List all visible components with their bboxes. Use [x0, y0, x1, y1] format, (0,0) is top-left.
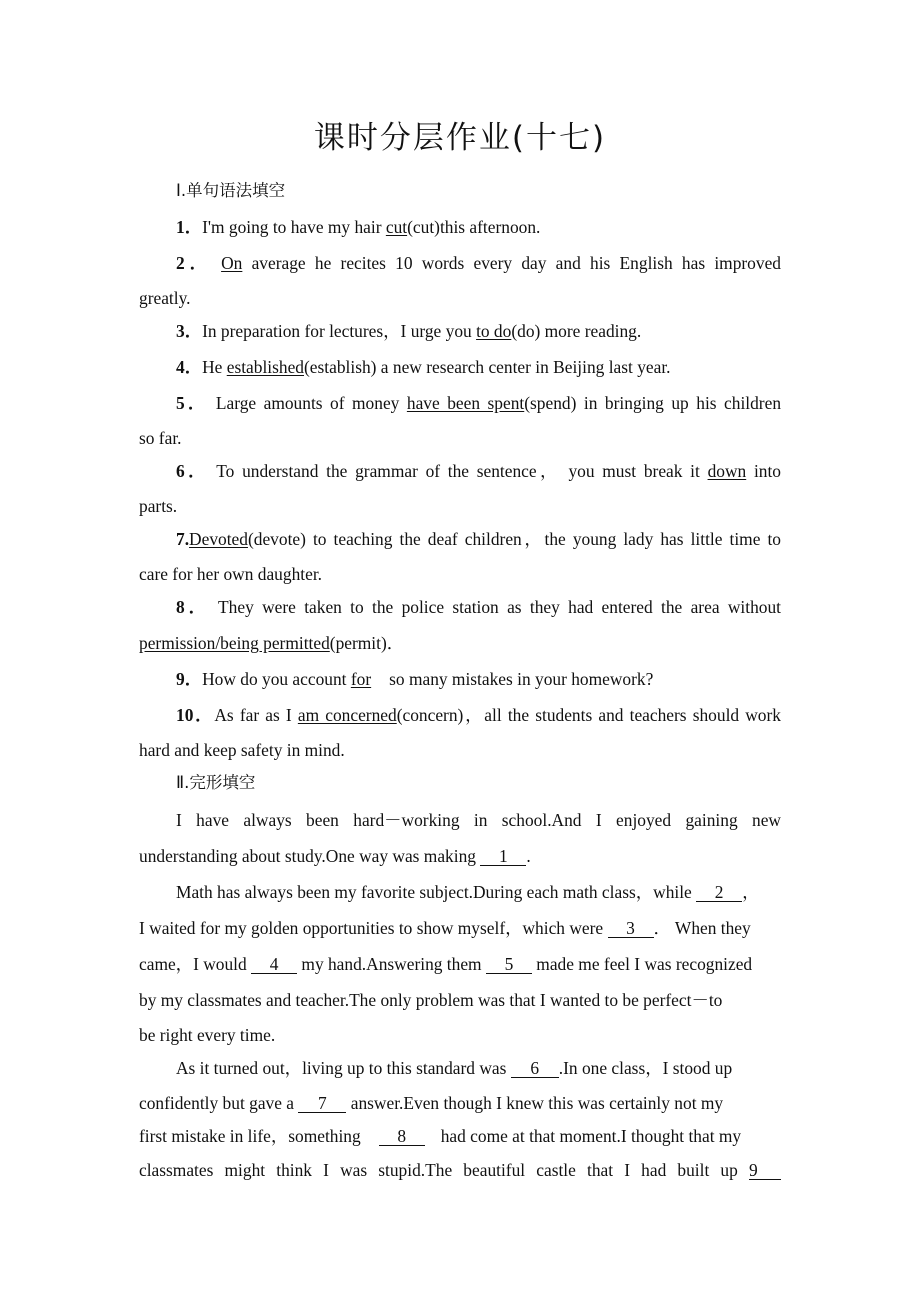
- passage-text: .In one class，I stood up: [558, 1058, 733, 1078]
- passage-line: [139, 1058, 781, 1078]
- blank-3[interactable]: 3: [608, 920, 654, 938]
- question-10: [139, 705, 781, 725]
- passage-text: Math has always been my favorite subject.During each math class，while: [176, 882, 692, 902]
- question-4: [139, 357, 781, 377]
- answer: permission/being permitted: [139, 633, 330, 653]
- blank-1[interactable]: 1: [480, 848, 526, 866]
- question-text: average he recites 10 words every day and his English has improved: [242, 253, 781, 273]
- question-number: 5．: [176, 393, 209, 413]
- question-number: 9．: [176, 669, 203, 689]
- answer: for: [350, 669, 372, 689]
- passage-text: understanding about study.One way was making: [139, 846, 476, 866]
- question-7-cont: care for her own daughter.: [139, 564, 323, 584]
- passage-text: stupid.The beautiful castle that I had built up: [378, 1160, 738, 1180]
- passage-text: classmates might think I was: [139, 1160, 368, 1180]
- blank-7[interactable]: 7: [298, 1095, 346, 1113]
- passage-line: [139, 954, 781, 974]
- passage-line: [139, 1093, 781, 1113]
- passage-text: came，I would: [139, 954, 247, 974]
- question-number: 4．: [176, 357, 203, 377]
- question-text: How do you account: [202, 669, 351, 689]
- question-7: [139, 529, 781, 549]
- question-1: [139, 217, 781, 237]
- question-number: 10．: [176, 705, 215, 725]
- question-text: (devote) to teaching the deaf children，the young lady has little time to: [247, 529, 781, 549]
- question-6: [139, 461, 781, 481]
- question-text: In preparation for lectures，I urge you: [202, 321, 477, 341]
- question-number: 2．: [176, 253, 212, 273]
- question-6-cont: parts.: [139, 496, 178, 516]
- passage-line: [139, 1160, 781, 1180]
- question-text: (do) more reading.: [511, 321, 642, 341]
- passage-text: confidently but gave a: [139, 1093, 295, 1113]
- passage-line: Math has always been my favorite subject.During each math class，while 2 ，: [176, 882, 760, 902]
- passage-text: my hand.Answering them: [301, 954, 482, 974]
- passage-line: I waited for my golden opportunities to show myself，which were 3 ． When they: [139, 918, 751, 938]
- answer: Devoted: [189, 529, 248, 549]
- question-2: [139, 253, 781, 273]
- answer: established: [226, 357, 305, 377]
- section-heading-cloze: Ⅱ.完形填空: [176, 773, 256, 792]
- blank-8[interactable]: 8: [379, 1128, 425, 1146]
- question-number: 1．: [176, 217, 203, 237]
- blank-6[interactable]: 6: [511, 1060, 559, 1078]
- question-number: 8．: [176, 597, 211, 617]
- question-text: To understand the grammar of the sentence， you must break it: [216, 461, 708, 481]
- passage-line: I have always been hard－working in school.And I enjoyed gaining new: [176, 810, 781, 830]
- passage-text: made me feel I was recognized: [536, 954, 753, 974]
- question-text: (concern)，all the students and teachers should work: [396, 705, 781, 725]
- question-10-cont: hard and keep safety in mind.: [139, 740, 345, 760]
- section-heading-grammar: Ⅰ.单句语法填空: [176, 181, 286, 200]
- passage-text: first mistake in life，something: [139, 1126, 361, 1146]
- passage-line: by my classmates and teacher.The only problem was that I wanted to be perfect－to: [139, 990, 723, 1010]
- question-8: [139, 597, 781, 617]
- question-text: I'm going to have my hair: [202, 217, 386, 237]
- question-text: He: [202, 357, 227, 377]
- question-number: 6．: [176, 461, 209, 481]
- question-text: so many mistakes in your homework?: [389, 669, 654, 689]
- passage-line: understanding about study.One way was making 1 .: [139, 846, 531, 866]
- passage-line: be right every time.: [139, 1025, 276, 1045]
- passage-text: As it turned out，living up to this standard was: [176, 1058, 507, 1078]
- question-text: (establish) a new research center in Beijing last year.: [304, 357, 671, 377]
- question-2-cont: greatly.: [139, 288, 191, 308]
- passage-line: [139, 1126, 781, 1146]
- answer: have been spent: [406, 393, 525, 413]
- question-text: into: [746, 461, 781, 481]
- passage-text: had come at that moment.I thought that my: [440, 1126, 742, 1146]
- question-text: As far as I: [214, 705, 298, 725]
- passage-text: I waited for my golden opportunities to show myself，which were: [139, 918, 604, 938]
- answer: cut: [385, 217, 408, 237]
- answer: to do: [476, 321, 512, 341]
- question-text: They were taken to the police station as they had entered the area without: [218, 597, 781, 617]
- blank-9[interactable]: 9: [749, 1162, 781, 1180]
- question-9: [139, 669, 781, 689]
- passage-text: When they: [674, 918, 751, 938]
- answer: down: [707, 461, 747, 481]
- answer: On: [221, 253, 243, 273]
- question-number: 7.: [176, 529, 190, 549]
- question-3: [139, 321, 781, 341]
- question-text: (spend) in bringing up his children: [524, 393, 782, 413]
- question-text: (permit)．: [329, 633, 405, 653]
- question-8-cont: [139, 633, 781, 653]
- question-number: 3．: [176, 321, 203, 341]
- passage-text: answer.Even though I knew this was certainly not my: [350, 1093, 724, 1113]
- blank-4[interactable]: 4: [251, 956, 297, 974]
- question-text: (cut)this afternoon.: [407, 217, 541, 237]
- blank-2[interactable]: 2: [696, 884, 742, 902]
- question-5-cont: so far.: [139, 428, 182, 448]
- page-title: 课时分层作业(十七): [313, 120, 607, 156]
- blank-5[interactable]: 5: [486, 956, 532, 974]
- question-text: Large amounts of money: [215, 393, 407, 413]
- answer: am concerned: [297, 705, 397, 725]
- question-5: [139, 393, 781, 413]
